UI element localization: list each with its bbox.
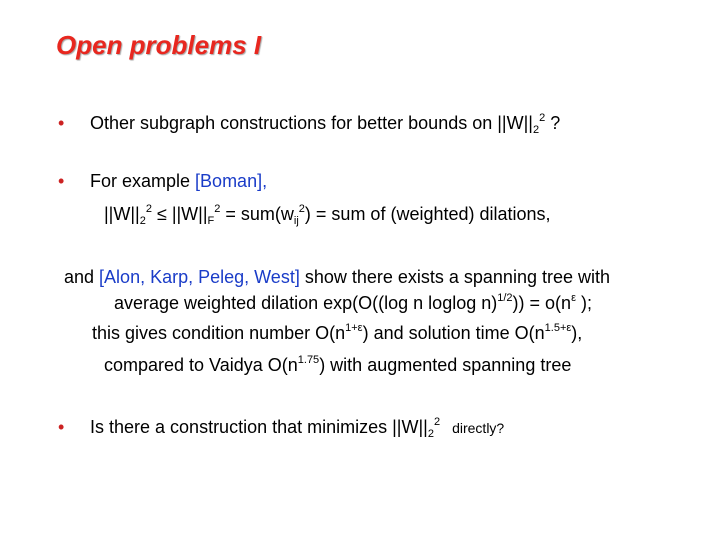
norm-superscript: 2 bbox=[539, 112, 546, 124]
para-text: )) = o(n bbox=[512, 293, 572, 313]
para-sup: 1.5+ε bbox=[544, 322, 572, 334]
eq-sub: 2 bbox=[139, 215, 146, 227]
slide-title: Open problems I bbox=[56, 30, 262, 60]
para-sup: 1.75 bbox=[297, 354, 320, 366]
eq-norm-2: ||W|| bbox=[104, 204, 140, 224]
bullet-text: Is there a construction that minimizes ||W|| bbox=[90, 417, 428, 437]
paragraph-line-1 bbox=[64, 268, 610, 286]
eq-sup: 2 bbox=[298, 203, 305, 215]
paragraph-line-2 bbox=[114, 294, 592, 312]
bullet-text: For example bbox=[90, 171, 196, 191]
eq-sub-f: F bbox=[207, 215, 215, 227]
eq-le-frobenius: ≤ ||W|| bbox=[151, 204, 208, 224]
bullet-text: Other subgraph constructions for better bounds on ||W|| bbox=[90, 113, 533, 133]
eq-sup: 2 bbox=[145, 203, 152, 215]
eq-sup: 2 bbox=[214, 203, 221, 215]
para-sup-epsilon: ε bbox=[571, 292, 576, 304]
para-text: ) and solution time O(n bbox=[362, 323, 545, 343]
para-sup: 1/2 bbox=[497, 292, 513, 304]
citation-alon-karp-peleg-west: [Alon, Karp, Peleg, West] bbox=[99, 267, 300, 287]
para-text: ); bbox=[575, 293, 592, 313]
bullet-item-example bbox=[58, 172, 267, 190]
para-sup: 1+ε bbox=[345, 322, 363, 334]
paragraph-line-3 bbox=[92, 324, 582, 342]
eq-sub-ij: ij bbox=[293, 215, 299, 227]
eq-dilations: ) = sum of (weighted) dilations, bbox=[304, 204, 551, 224]
paragraph-line-4 bbox=[104, 356, 571, 374]
para-text: ), bbox=[571, 323, 583, 343]
para-text: average weighted dilation exp(O((log n loglog n) bbox=[114, 293, 498, 313]
para-text: and bbox=[64, 267, 100, 287]
bullet-item-minimizing-construction bbox=[58, 416, 505, 440]
norm-superscript: 2 bbox=[433, 416, 441, 428]
directly-text: directly? bbox=[452, 420, 505, 436]
norm-inequality bbox=[104, 203, 551, 227]
bullet-marker: • bbox=[58, 171, 65, 191]
citation-boman: [Boman], bbox=[195, 171, 268, 191]
bullet-marker: • bbox=[58, 417, 65, 437]
norm-subscript: 2 bbox=[532, 124, 540, 136]
para-text: ) with augmented spanning tree bbox=[319, 355, 572, 375]
norm-subscript: 2 bbox=[427, 428, 434, 440]
para-text: compared to Vaidya O(n bbox=[104, 355, 298, 375]
eq-sum: = sum(w bbox=[220, 204, 294, 224]
question-mark: ? bbox=[545, 113, 561, 133]
bullet-marker: • bbox=[58, 113, 65, 133]
para-text: show there exists a spanning tree with bbox=[299, 267, 610, 287]
bullet-item-subgraph-constructions bbox=[58, 112, 561, 136]
para-text: this gives condition number O(n bbox=[92, 323, 346, 343]
